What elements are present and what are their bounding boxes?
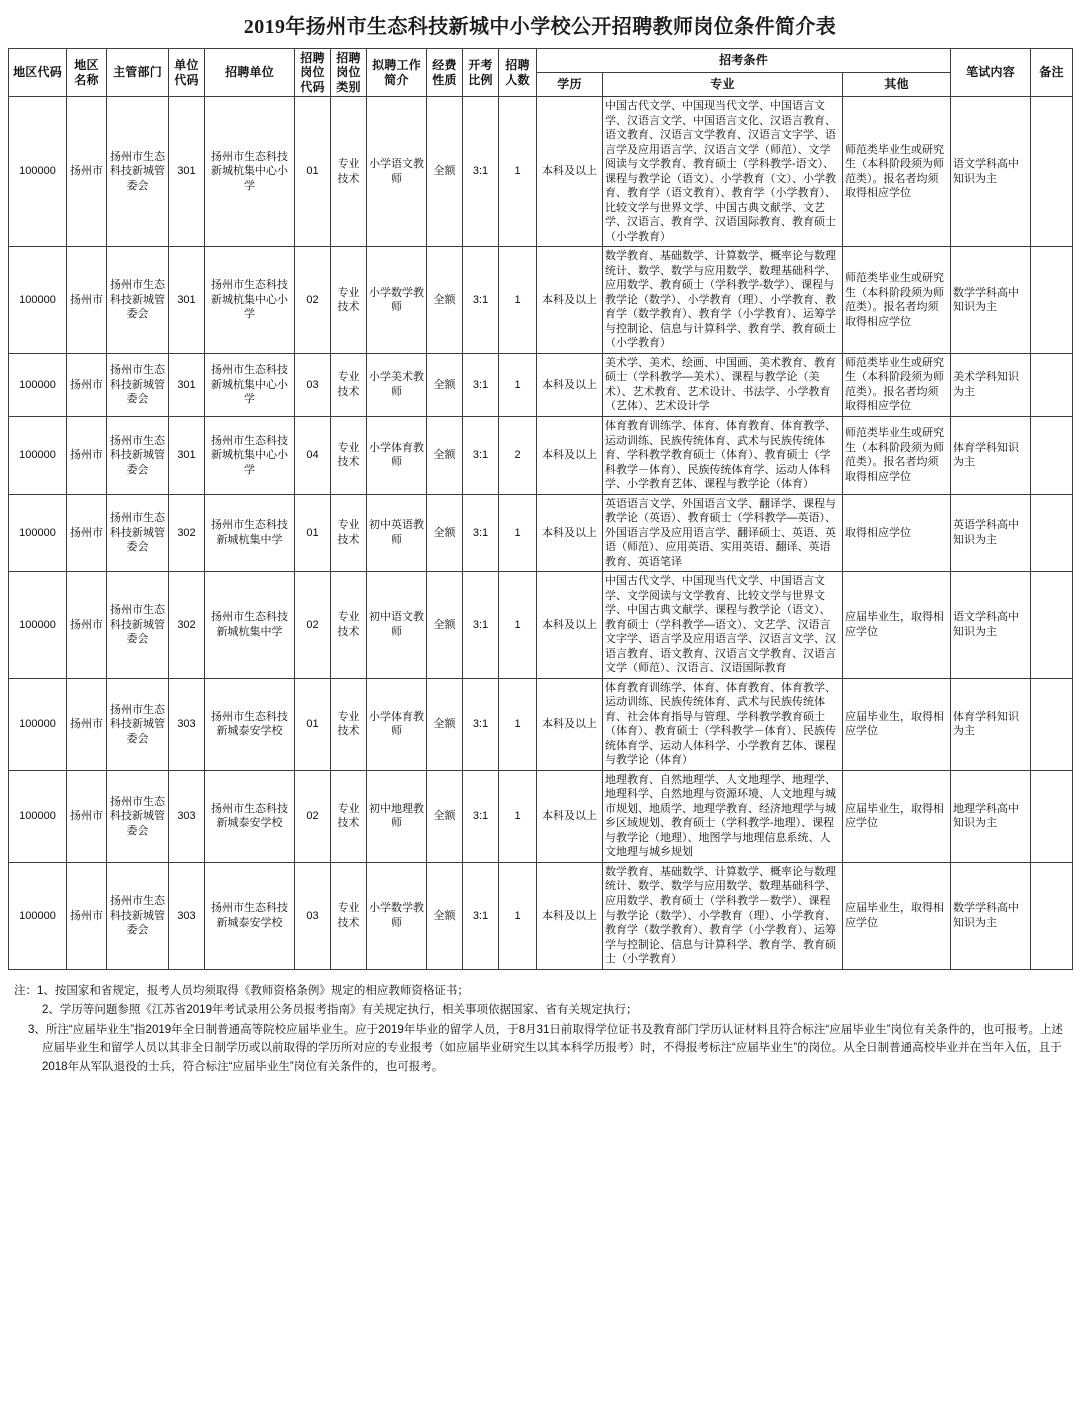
cell-recruit-count: 1 — [499, 572, 537, 679]
cell-region-code: 100000 — [9, 678, 67, 770]
cell-post-category: 专业技术 — [331, 770, 367, 862]
cell-post-category: 专业技术 — [331, 862, 367, 969]
cell-post-category: 专业技术 — [331, 353, 367, 416]
cell-recruiting-unit: 扬州市生态科技新城杭集中心小学 — [205, 353, 295, 416]
cell-region-code: 100000 — [9, 97, 67, 247]
cell-recruit-count: 1 — [499, 678, 537, 770]
cell-recruiting-unit: 扬州市生态科技新城泰安学校 — [205, 678, 295, 770]
col-header-other: 其他 — [843, 73, 951, 97]
cell-other: 应届毕业生，取得相应学位 — [843, 678, 951, 770]
col-header-post-category: 招聘岗位类别 — [331, 49, 367, 97]
cell-major: 体育教育训练学、体育、体育教育、体育教学、运动训练、民族传统体育、武术与民族传统体育、学科教学教育硕士（体育）、教育硕士（学科教学－体育）、民族传统体育学、运动人体科学、小学教育艺体、课程与教学论（体育） — [603, 417, 843, 495]
cell-region-code: 100000 — [9, 353, 67, 416]
col-header-recruit-conditions: 招考条件 — [537, 49, 951, 73]
cell-exam-ratio: 3:1 — [463, 678, 499, 770]
cell-supervising-department: 扬州市生态科技新城管委会 — [107, 417, 169, 495]
col-header-post-code: 招聘岗位代码 — [295, 49, 331, 97]
col-header-major: 专业 — [603, 73, 843, 97]
cell-other: 师范类毕业生或研究生（本科阶段须为师范类）。报名者均须取得相应学位 — [843, 97, 951, 247]
table-row — [9, 247, 1073, 354]
cell-education: 本科及以上 — [537, 494, 603, 572]
cell-supervising-department: 扬州市生态科技新城管委会 — [107, 247, 169, 354]
cell-written-exam: 美术学科知识为主 — [951, 353, 1031, 416]
col-header-recruit-count: 招聘人数 — [499, 49, 537, 97]
cell-post-code: 01 — [295, 97, 331, 247]
cell-post-code: 01 — [295, 678, 331, 770]
cell-job-brief: 小学数学教师 — [367, 247, 427, 354]
col-header-unit-code: 单位代码 — [169, 49, 205, 97]
cell-unit-code: 303 — [169, 678, 205, 770]
cell-education: 本科及以上 — [537, 417, 603, 495]
cell-recruiting-unit: 扬州市生态科技新城杭集中学 — [205, 494, 295, 572]
col-header-supervising-department: 主管部门 — [107, 49, 169, 97]
cell-written-exam: 体育学科知识为主 — [951, 417, 1031, 495]
cell-supervising-department: 扬州市生态科技新城管委会 — [107, 678, 169, 770]
table-row — [9, 572, 1073, 679]
cell-exam-ratio: 3:1 — [463, 572, 499, 679]
page-title: 2019年扬州市生态科技新城中小学校公开招聘教师岗位条件简介表 — [243, 15, 837, 38]
cell-supervising-department: 扬州市生态科技新城管委会 — [107, 353, 169, 416]
cell-education: 本科及以上 — [537, 862, 603, 969]
cell-post-code: 02 — [295, 770, 331, 862]
cell-major: 数学教育、基础数学、计算数学、概率论与数理统计、数学、数学与应用数学、数理基础科学、应用数学、教育硕士（学科教学－数学）、课程与教学论（数学）、小学教育（理）、小学教育、教育学（数学教育）、教育学（小学教育）、运筹学与控制论、信息与计算科学、教育学、教育硕士（小学教育） — [603, 862, 843, 969]
cell-supervising-department: 扬州市生态科技新城管委会 — [107, 494, 169, 572]
cell-region-code: 100000 — [9, 494, 67, 572]
header-row-1 — [9, 49, 1073, 73]
cell-major: 美术学、美术、绘画、中国画、美术教育、教育硕士（学科教学—美术）、课程与教学论（美术）、艺术教育、艺术设计、书法学、小学教育（艺体）、艺术设计学 — [603, 353, 843, 416]
cell-remark — [1031, 770, 1073, 862]
cell-funding-nature: 全额 — [427, 97, 463, 247]
table-row — [9, 97, 1073, 247]
col-header-funding-nature: 经费性质 — [427, 49, 463, 97]
cell-other: 师范类毕业生或研究生（本科阶段须为师范类）。报名者均须取得相应学位 — [843, 247, 951, 354]
cell-job-brief: 初中语文教师 — [367, 572, 427, 679]
cell-major: 英语语言文学、外国语言文学、翻译学、课程与教学论（英语）、教育硕士（学科教学—英语）、外国语言学及应用语言学、翻译硕士、英语、英语（师范）、应用英语、实用英语、翻译、英语教育、英语笔译 — [603, 494, 843, 572]
cell-funding-nature: 全额 — [427, 417, 463, 495]
cell-other: 应届毕业生，取得相应学位 — [843, 770, 951, 862]
cell-region-code: 100000 — [9, 417, 67, 495]
cell-supervising-department: 扬州市生态科技新城管委会 — [107, 862, 169, 969]
cell-written-exam: 语文学科高中知识为主 — [951, 97, 1031, 247]
cell-region-name: 扬州市 — [67, 247, 107, 354]
cell-region-name: 扬州市 — [67, 678, 107, 770]
cell-supervising-department: 扬州市生态科技新城管委会 — [107, 770, 169, 862]
cell-post-category: 专业技术 — [331, 247, 367, 354]
cell-post-code: 01 — [295, 494, 331, 572]
cell-recruiting-unit: 扬州市生态科技新城杭集中心小学 — [205, 417, 295, 495]
cell-remark — [1031, 247, 1073, 354]
cell-unit-code: 301 — [169, 247, 205, 354]
cell-job-brief: 小学体育教师 — [367, 678, 427, 770]
cell-major: 数学教育、基础数学、计算数学、概率论与数理统计、数学、数学与应用数学、数理基础科学、应用数学、教育硕士（学科教学-数学）、课程与教学论（数学）、小学教育（理）、小学教育、教育学（数学教育）、教育学（小学教育）、运筹学与控制论、信息与计算科学、教育学、教育硕士（小学教育） — [603, 247, 843, 354]
cell-exam-ratio: 3:1 — [463, 494, 499, 572]
cell-exam-ratio: 3:1 — [463, 353, 499, 416]
cell-funding-nature: 全额 — [427, 353, 463, 416]
cell-funding-nature: 全额 — [427, 572, 463, 679]
note-line-2: 2、学历等问题参照《江苏省2019年考试录用公务员报考指南》有关规定执行，相关事项依据国家、省有关规定执行； — [42, 1004, 638, 1017]
cell-region-code: 100000 — [9, 770, 67, 862]
cell-remark — [1031, 417, 1073, 495]
cell-recruit-count: 1 — [499, 353, 537, 416]
cell-unit-code: 301 — [169, 353, 205, 416]
note-line-1: 注：1、按国家和省规定，报考人员均须取得《教师资格条例》规定的相应教师资格证书； — [14, 984, 469, 997]
cell-remark — [1031, 494, 1073, 572]
cell-post-code: 04 — [295, 417, 331, 495]
cell-major: 中国古代文学、中国现当代文学、中国语言文学、汉语言文学、中国语言文化、汉语言教育、语文教育、汉语言文学教育、汉语言文字学、语言学及应用语言学、汉语言文学（师范）、文学阅读与文学教育、教育硕士（学科教学-语文）、课程与教学论（语文）、小学教育（文）、小学教育、教育学（语文教育）、教育学（小学教育）、比较文学与世界文学、中国古典文献学、文艺学、汉语言、教育学、汉语国际教育、教育硕士（小学教育） — [603, 97, 843, 247]
cell-region-name: 扬州市 — [67, 770, 107, 862]
cell-job-brief: 小学体育教师 — [367, 417, 427, 495]
note-line-3: 3、所注“应届毕业生”指2019年全日制普通高等院校应届毕业生。应于2019年毕业的留学人员，于8月31日前取得学位证书及教育部门学历认证材料且符合标注“应届毕业生”岗位有关条件的，也可报考。上述应届毕业生和留学人员以其非全日制学历或以前取得的学历所对应的专业报考（如应届毕业研究生以其本科学历报考）时，不得报考标注“应届毕业生”的岗位。从全日制普通高校毕业并在当年入伍，且于2018年从军队退役的士兵，符合标注“应届毕业生”岗位有关条件的，也可报考。 — [28, 1023, 1064, 1074]
table-row — [9, 678, 1073, 770]
cell-post-code: 02 — [295, 247, 331, 354]
cell-remark — [1031, 678, 1073, 770]
cell-funding-nature: 全额 — [427, 770, 463, 862]
cell-remark — [1031, 353, 1073, 416]
cell-exam-ratio: 3:1 — [463, 770, 499, 862]
cell-education: 本科及以上 — [537, 97, 603, 247]
notes-section — [0, 982, 1080, 1088]
cell-other: 应届毕业生，取得相应学位 — [843, 862, 951, 969]
cell-written-exam: 体育学科知识为主 — [951, 678, 1031, 770]
cell-funding-nature: 全额 — [427, 862, 463, 969]
col-header-exam-ratio: 开考比例 — [463, 49, 499, 97]
cell-recruit-count: 1 — [499, 494, 537, 572]
table-row — [9, 770, 1073, 862]
table-row — [9, 417, 1073, 495]
cell-job-brief: 小学美术教师 — [367, 353, 427, 416]
cell-remark — [1031, 572, 1073, 679]
table-row — [9, 494, 1073, 572]
cell-funding-nature: 全额 — [427, 678, 463, 770]
cell-recruit-count: 2 — [499, 417, 537, 495]
cell-exam-ratio: 3:1 — [463, 417, 499, 495]
table-container — [0, 48, 1080, 970]
cell-education: 本科及以上 — [537, 247, 603, 354]
cell-education: 本科及以上 — [537, 353, 603, 416]
cell-recruiting-unit: 扬州市生态科技新城杭集中心小学 — [205, 247, 295, 354]
cell-written-exam: 数学学科高中知识为主 — [951, 247, 1031, 354]
cell-unit-code: 303 — [169, 862, 205, 969]
cell-supervising-department: 扬州市生态科技新城管委会 — [107, 97, 169, 247]
cell-major: 体育教育训练学、体育、体育教育、体育教学、运动训练、民族传统体育、武术与民族传统体育、社会体育指导与管理、学科教学教育硕士（体育）、教育硕士（学科教学－体育）、民族传统体育学、运动人体科学、小学教育艺体、课程与教学论（体育） — [603, 678, 843, 770]
cell-job-brief: 小学数学教师 — [367, 862, 427, 969]
cell-recruiting-unit: 扬州市生态科技新城泰安学校 — [205, 862, 295, 969]
cell-region-name: 扬州市 — [67, 353, 107, 416]
cell-unit-code: 301 — [169, 417, 205, 495]
col-header-education: 学历 — [537, 73, 603, 97]
cell-written-exam: 英语学科高中知识为主 — [951, 494, 1031, 572]
cell-written-exam: 语文学科高中知识为主 — [951, 572, 1031, 679]
table-row — [9, 353, 1073, 416]
cell-written-exam: 数学学科高中知识为主 — [951, 862, 1031, 969]
cell-recruit-count: 1 — [499, 770, 537, 862]
cell-unit-code: 303 — [169, 770, 205, 862]
cell-post-category: 专业技术 — [331, 572, 367, 679]
cell-recruiting-unit: 扬州市生态科技新城泰安学校 — [205, 770, 295, 862]
cell-region-code: 100000 — [9, 572, 67, 679]
cell-unit-code: 301 — [169, 97, 205, 247]
col-header-region-code: 地区代码 — [9, 49, 67, 97]
cell-region-name: 扬州市 — [67, 417, 107, 495]
cell-region-name: 扬州市 — [67, 862, 107, 969]
cell-post-category: 专业技术 — [331, 494, 367, 572]
cell-other: 师范类毕业生或研究生（本科阶段须为师范类）。报名者均须取得相应学位 — [843, 353, 951, 416]
cell-major: 地理教育、自然地理学、人文地理学、地理学、地理科学、自然地理与资源环境、人文地理与城市规划、地质学、地理学教育、经济地理学与城乡区域规划、教育硕士（学科教学-地理）、课程与教学论（地理）、地图学与地理信息系统、人文地理与城乡规划 — [603, 770, 843, 862]
cell-education: 本科及以上 — [537, 678, 603, 770]
col-header-remark: 备注 — [1031, 49, 1073, 97]
cell-recruiting-unit: 扬州市生态科技新城杭集中心小学 — [205, 97, 295, 247]
cell-region-name: 扬州市 — [67, 572, 107, 679]
cell-job-brief: 初中地理教师 — [367, 770, 427, 862]
cell-post-code: 03 — [295, 353, 331, 416]
cell-unit-code: 302 — [169, 572, 205, 679]
cell-recruit-count: 1 — [499, 247, 537, 354]
cell-other: 应届毕业生，取得相应学位 — [843, 572, 951, 679]
cell-education: 本科及以上 — [537, 770, 603, 862]
cell-region-code: 100000 — [9, 247, 67, 354]
table-row — [9, 862, 1073, 969]
cell-recruit-count: 1 — [499, 862, 537, 969]
title-bar — [0, 0, 1080, 48]
cell-recruit-count: 1 — [499, 97, 537, 247]
cell-region-code: 100000 — [9, 862, 67, 969]
table-header — [9, 49, 1073, 97]
cell-post-code: 02 — [295, 572, 331, 679]
cell-exam-ratio: 3:1 — [463, 97, 499, 247]
cell-recruiting-unit: 扬州市生态科技新城杭集中学 — [205, 572, 295, 679]
cell-funding-nature: 全额 — [427, 247, 463, 354]
col-header-job-brief: 拟聘工作简介 — [367, 49, 427, 97]
cell-exam-ratio: 3:1 — [463, 862, 499, 969]
cell-post-category: 专业技术 — [331, 417, 367, 495]
cell-funding-nature: 全额 — [427, 494, 463, 572]
cell-post-category: 专业技术 — [331, 678, 367, 770]
cell-written-exam: 地理学科高中知识为主 — [951, 770, 1031, 862]
cell-remark — [1031, 862, 1073, 969]
cell-education: 本科及以上 — [537, 572, 603, 679]
col-header-region-name: 地区名称 — [67, 49, 107, 97]
cell-job-brief: 小学语文教师 — [367, 97, 427, 247]
cell-supervising-department: 扬州市生态科技新城管委会 — [107, 572, 169, 679]
cell-post-code: 03 — [295, 862, 331, 969]
cell-exam-ratio: 3:1 — [463, 247, 499, 354]
col-header-written-exam: 笔试内容 — [951, 49, 1031, 97]
cell-major: 中国古代文学、中国现当代文学、中国语言文学、文学阅读与文学教育、比较文学与世界文学、中国古典文献学、课程与教学论（语文）、教育硕士（学科教学—语文）、文艺学、汉语言文字学、语言学及应用语言学、汉语言文学、汉语言教育、语文教育、汉语言文学教育、汉语言文学（师范）、汉语言、汉语国际教育 — [603, 572, 843, 679]
recruitment-table — [8, 48, 1073, 970]
table-body — [9, 97, 1073, 969]
cell-unit-code: 302 — [169, 494, 205, 572]
cell-other: 师范类毕业生或研究生（本科阶段须为师范类）。报名者均须取得相应学位 — [843, 417, 951, 495]
cell-remark — [1031, 97, 1073, 247]
cell-post-category: 专业技术 — [331, 97, 367, 247]
col-header-recruiting-unit: 招聘单位 — [205, 49, 295, 97]
cell-region-name: 扬州市 — [67, 494, 107, 572]
cell-job-brief: 初中英语教师 — [367, 494, 427, 572]
cell-region-name: 扬州市 — [67, 97, 107, 247]
cell-other: 取得相应学位 — [843, 494, 951, 572]
